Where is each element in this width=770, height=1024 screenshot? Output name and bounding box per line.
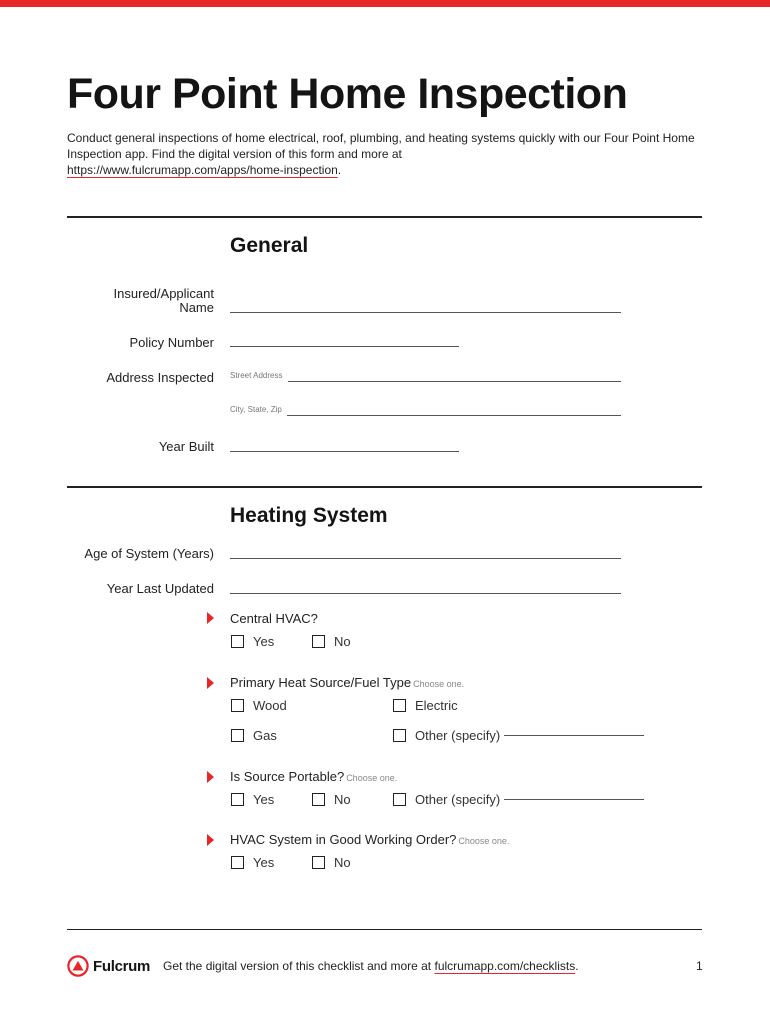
year-built-field[interactable] [230,451,459,452]
checkbox-hvac-working-yes[interactable] [231,855,274,870]
option-label: Other (specify) [415,792,501,807]
question-hvac-working [230,832,509,847]
question-arrow-icon [207,677,214,689]
checkbox-icon[interactable] [231,729,244,742]
question-text: HVAC System in Good Working Order? [230,832,457,847]
other-specify-field[interactable] [504,799,644,800]
address-label: Address Inspected [106,370,214,385]
question-arrow-icon [207,612,214,624]
question-arrow-icon [207,834,214,846]
insured-label-line-1: Insured/Applicant [113,286,214,301]
footer-message: Get the digital version of this checklist and more at [163,959,432,973]
year-updated-field[interactable] [230,593,621,594]
checkbox-icon[interactable] [231,635,244,648]
insured-name-label [114,287,214,315]
footer-link-suffix: . [575,959,579,973]
top-accent-bar [0,0,770,7]
question-text: Primary Heat Source/Fuel Type [230,675,412,690]
checkbox-icon[interactable] [393,729,406,742]
checkbox-icon[interactable] [312,856,325,869]
street-address-field[interactable] [288,381,621,382]
page-number: 1 [696,959,703,973]
checkbox-hvac-working-no[interactable] [312,855,351,870]
intro-paragraph [67,130,707,178]
insured-name-field[interactable] [230,312,621,313]
fulcrum-logo-icon [67,955,89,977]
option-label: Other (specify) [415,728,501,743]
option-label: Yes [253,634,275,649]
city-state-zip-field[interactable] [287,415,621,416]
system-age-label: Age of System (Years) [84,546,214,561]
checkbox-heat-other[interactable] [393,728,644,743]
checkbox-icon[interactable] [312,635,325,648]
other-specify-field[interactable] [504,735,644,736]
intro-link-suffix: . [337,163,342,177]
app-link[interactable]: https://www.fulcrumapp.com/apps/home-inspection [67,163,338,177]
checkbox-portable-other[interactable] [393,792,644,807]
policy-number-label: Policy Number [129,335,214,350]
street-address-hint: Street Address [230,371,283,380]
question-text: Is Source Portable? [230,769,345,784]
checkbox-heat-wood[interactable] [231,698,287,713]
question-hint: Choose one. [413,679,465,689]
checkbox-icon[interactable] [393,699,406,712]
city-state-zip-hint: City, State, Zip [230,405,282,414]
checkbox-icon[interactable] [231,856,244,869]
section-divider [67,486,702,488]
option-label: Yes [253,855,275,870]
page-title: Four Point Home Inspection [67,70,628,118]
system-age-field[interactable] [230,558,621,559]
checkbox-heat-gas[interactable] [231,728,277,743]
question-hint: Choose one. [458,836,510,846]
footer-divider [67,929,702,930]
checkbox-heat-electric[interactable] [393,698,458,713]
checkbox-icon[interactable] [231,699,244,712]
checkbox-icon[interactable] [231,793,244,806]
section-divider [67,216,702,218]
section-title-heating: Heating System [230,504,388,527]
question-text: Central HVAC? [230,611,318,626]
intro-text: Conduct general inspections of home electrical, roof, plumbing, and heating systems quickly with our Four Point Home Inspection app. Find the digital version of this form and more at [67,131,695,161]
footer-text [163,959,579,973]
option-label: Electric [415,698,458,713]
checkbox-icon[interactable] [393,793,406,806]
checkbox-portable-yes[interactable] [231,792,274,807]
policy-number-field[interactable] [230,346,459,347]
question-hint: Choose one. [346,773,398,783]
option-label: Yes [253,792,275,807]
option-label: Gas [253,728,277,743]
section-title-general: General [230,234,309,257]
option-label: Wood [253,698,287,713]
checkbox-central-hvac-yes[interactable] [231,634,274,649]
option-label: No [334,855,351,870]
year-built-label: Year Built [158,439,214,454]
checkbox-central-hvac-no[interactable] [312,634,351,649]
year-updated-label: Year Last Updated [106,581,214,596]
checklists-link[interactable]: fulcrumapp.com/checklists [434,959,576,973]
insured-label-line-2: Name [179,300,214,315]
brand-name: Fulcrum [93,957,151,975]
question-source-portable [230,769,397,784]
checkbox-portable-no[interactable] [312,792,351,807]
option-label: No [334,634,351,649]
question-heat-source [230,675,464,690]
option-label: No [334,792,351,807]
question-central-hvac [230,611,318,626]
fulcrum-logo [67,955,150,977]
checkbox-icon[interactable] [312,793,325,806]
question-arrow-icon [207,771,214,783]
